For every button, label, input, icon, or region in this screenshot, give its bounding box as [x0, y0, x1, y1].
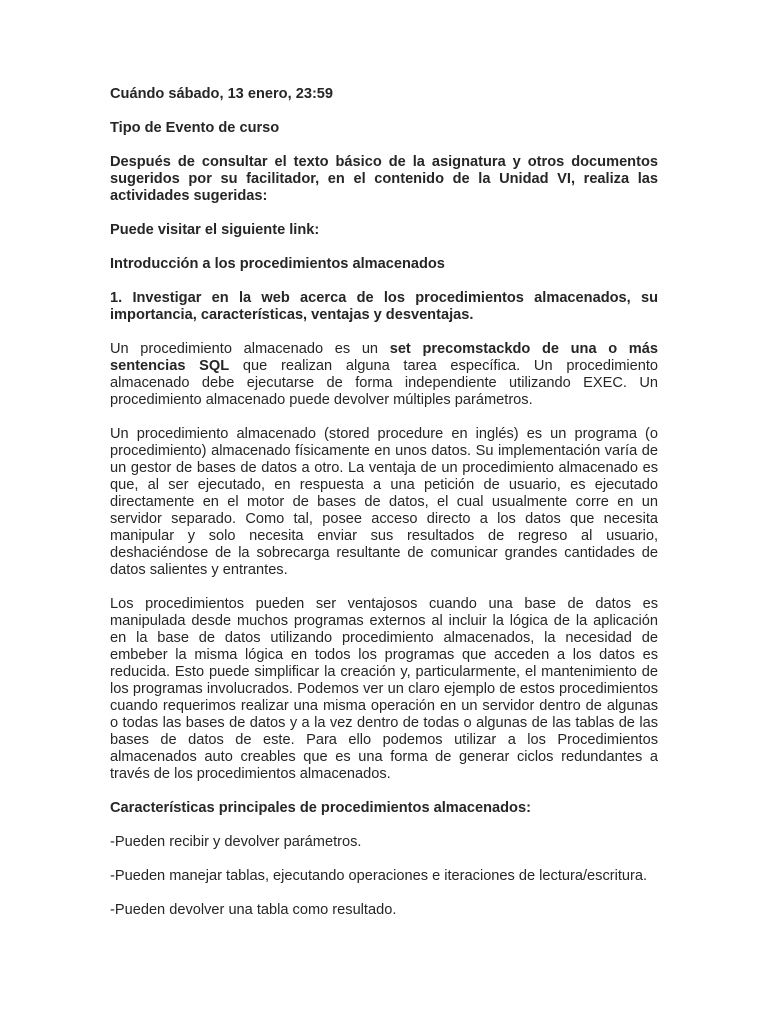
event-type-line: Tipo de Evento de curso: [110, 120, 280, 136]
advantages-paragraph: Los procedimientos pueden ser ventajosos cuando una base de datos es manipulada desde muchos programas externos al incluir la lógica de la aplicación en la base de datos utilizando procedimiento almacenados, la necesidad de embeber la misma lógica en todos los programas que acceden a los datos es reducida. Esto puede simplificar la creación y, particularmente, el mantenimiento de los programas involucrados. Podemos ver un claro ejemplo de estos procedimientos cuando requerimos realizar una misma operación en un servidor dentro de algunas o todas las bases de datos y a la vez dentro de todas o algunas de las tablas de las bases de datos de este. Para ello podemos utilizar a los Procedimientos almacenados auto creables que es una forma de generar ciclos redundantes a través de los procedimientos almacenados.: [110, 596, 658, 782]
feature-item: -Pueden devolver una tabla como resultado.: [110, 902, 397, 918]
definition-bold-text: set precomstackdo de una o más sentencias SQL: [110, 341, 658, 374]
feature-item: -Pueden recibir y devolver parámetros.: [110, 834, 362, 850]
intro-heading: Introducción a los procedimientos almacenados: [110, 256, 445, 272]
feature-item: -Pueden manejar tablas, ejecutando operaciones e iteraciones de lectura/escritura.: [110, 868, 648, 884]
document-page: [110, 86, 658, 936]
due-date-line: Cuándo sábado, 13 enero, 23:59: [110, 86, 334, 102]
features-heading: Características principales de procedimientos almacenados:: [110, 800, 531, 816]
definition-paragraph: [110, 341, 658, 409]
instructions-paragraph: Después de consultar el texto básico de la asignatura y otros documentos sugeridos por su facilitador, en el contenido de la Unidad VI, realiza las actividades sugeridas:: [110, 154, 658, 204]
stored-procedure-paragraph: Un procedimiento almacenado (stored procedure en inglés) es un programa (o procedimiento) almacenado físicamente en unos datos. Su implementación varía de un gestor de bases de datos a otro. La ventaja de un procedimiento almacenado es que, al ser ejecutado, en respuesta a una petición de usuario, es ejecutado directamente en el motor de bases de datos, el cual usualmente corre en un servidor separado. Como tal, posee acceso directo a los datos que necesita manipular y solo necesita enviar sus resultados de regreso al usuario, deshaciéndose de la sobrecarga resultante de comunicar grandes cantidades de datos salientes y entrantes.: [110, 426, 658, 578]
link-prompt: Puede visitar el siguiente link:: [110, 222, 320, 238]
definition-text-start: Un procedimiento almacenado es un: [110, 341, 390, 357]
task-1-heading: 1. Investigar en la web acerca de los procedimientos almacenados, su importancia, características, ventajas y desventajas.: [110, 290, 658, 323]
definition-text-end: que realizan alguna tarea específica. Un procedimiento almacenado debe ejecutarse de forma independiente utilizando EXEC. Un procedimiento almacenado puede devolver múltiples parámetros.: [110, 358, 658, 408]
